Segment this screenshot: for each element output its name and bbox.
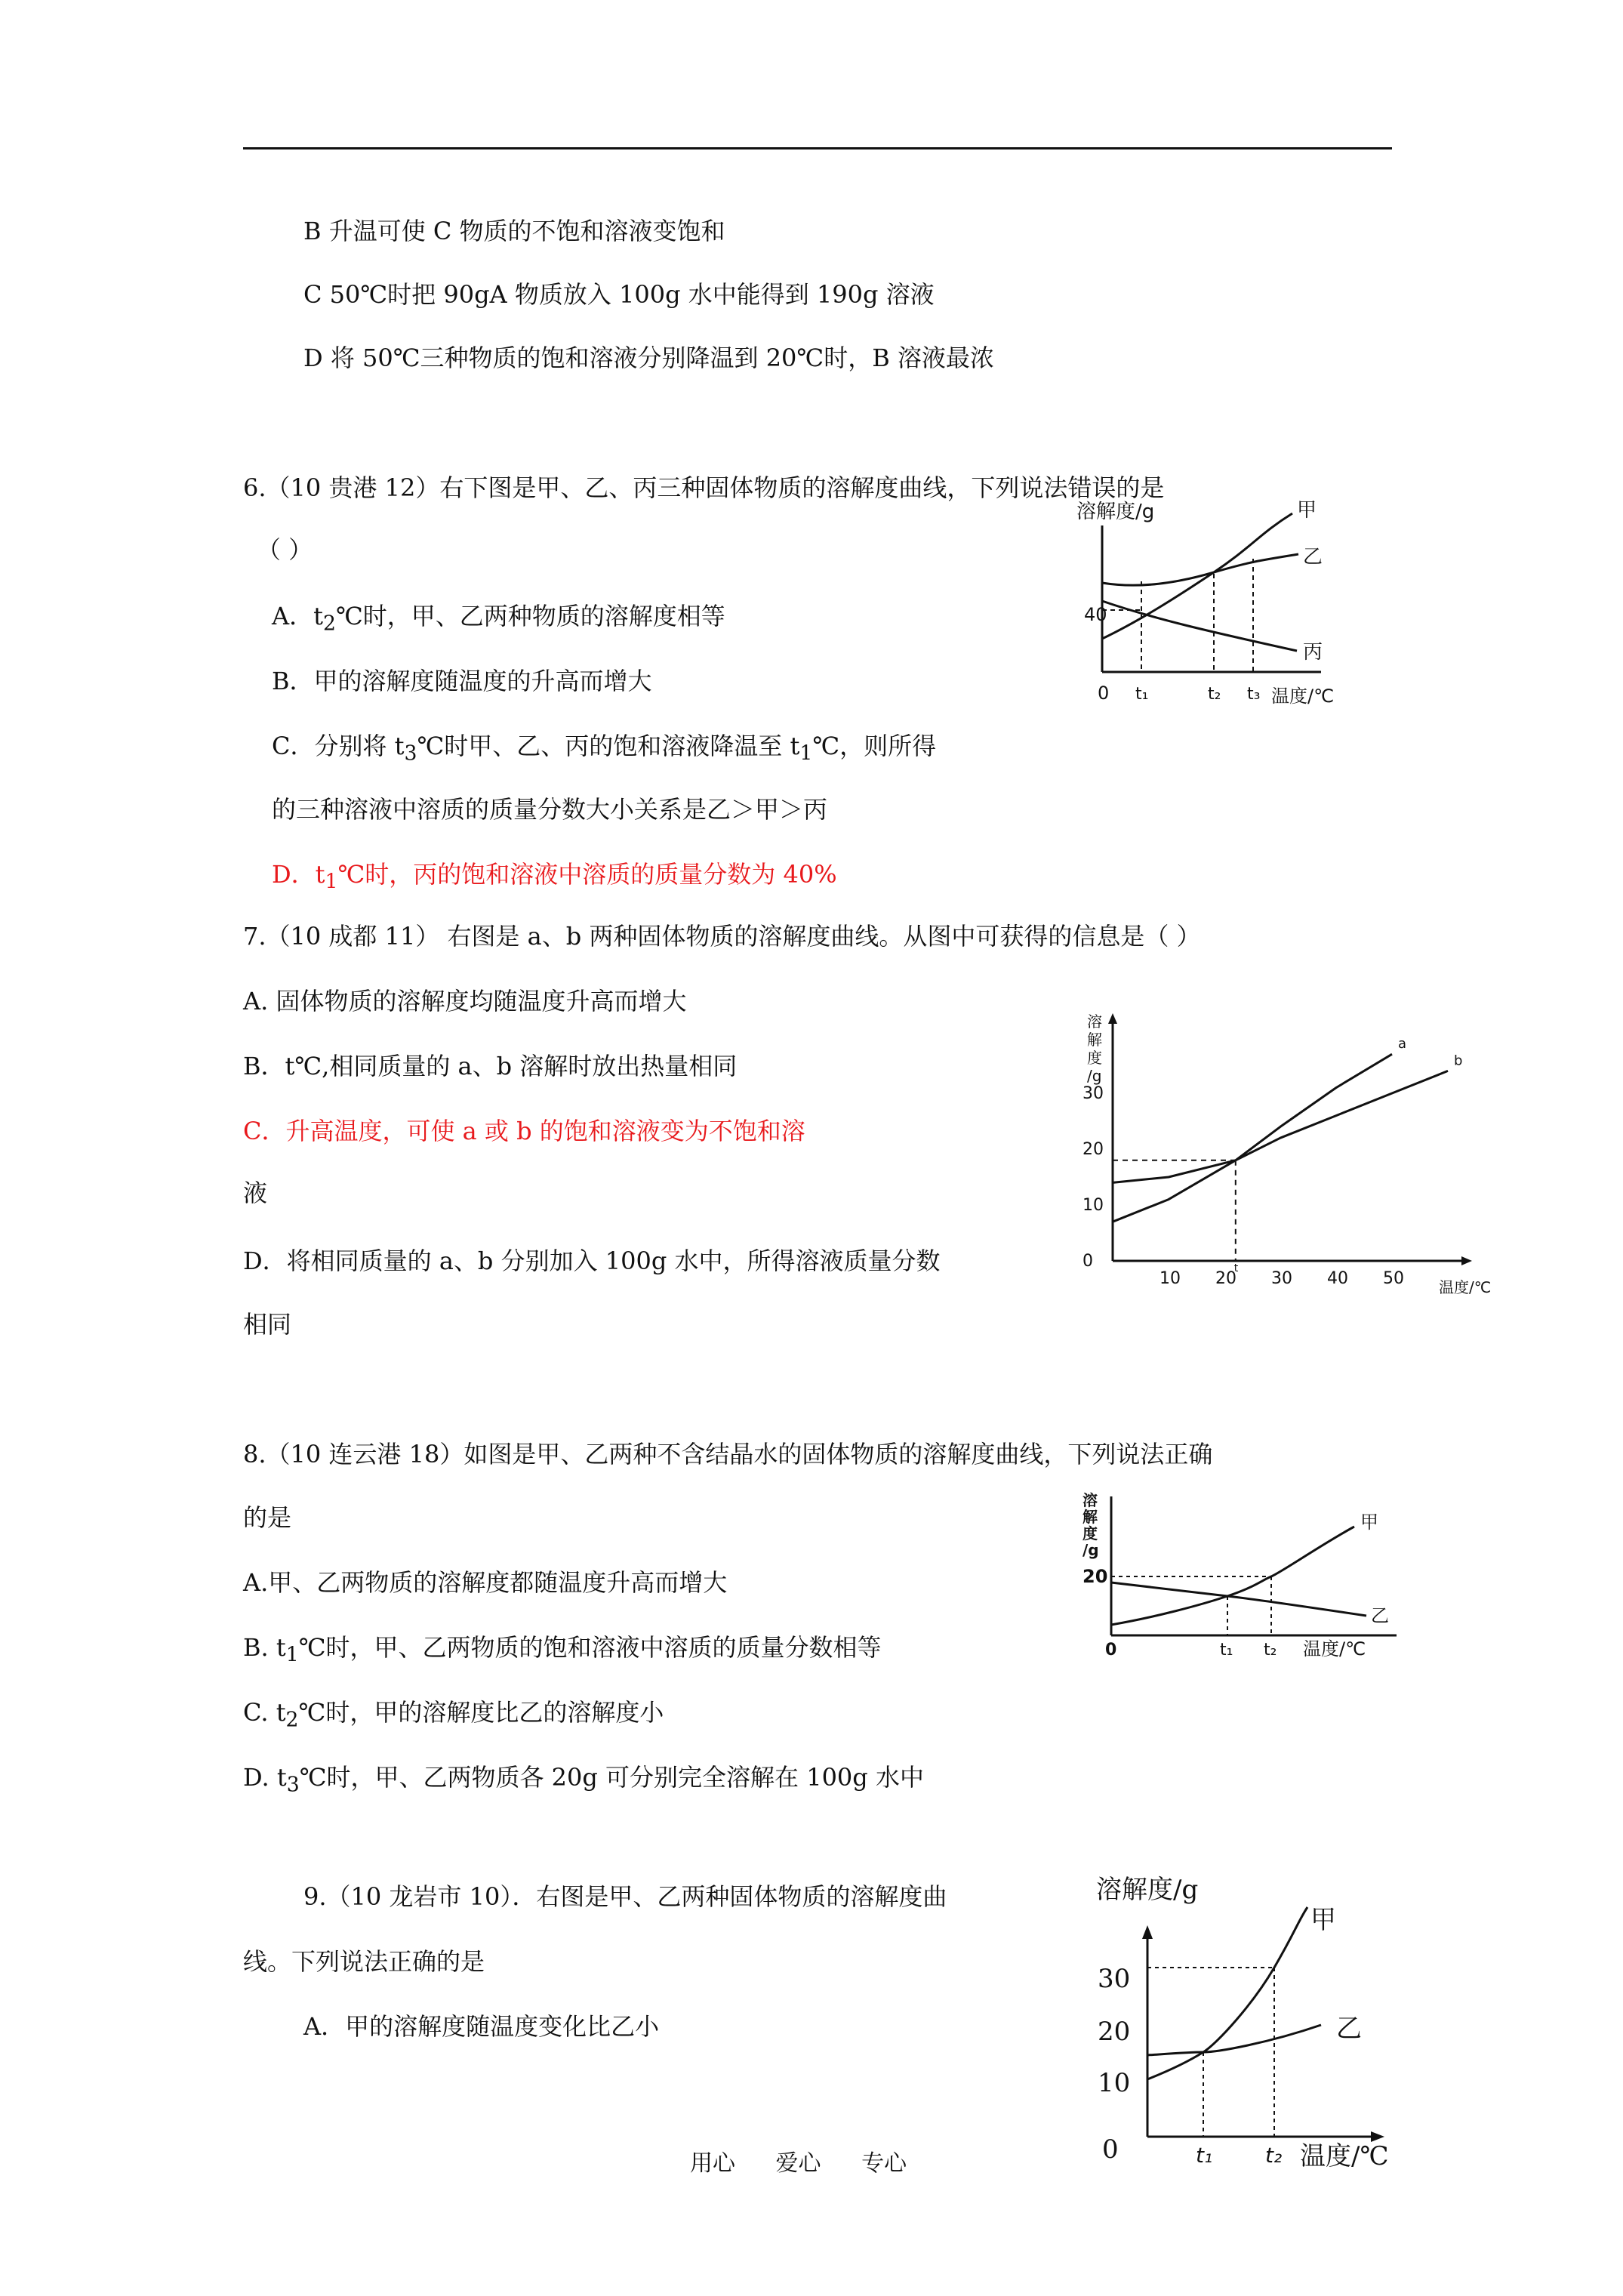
q8-series-yi [1111, 1583, 1366, 1616]
q7-option-d: D．将相同质量的 a、b 分别加入 100g 水中，所得溶液质量分数 [243, 1247, 941, 1275]
svg-text:度: 度 [1087, 1049, 1102, 1067]
q8-stem-line2: 的是 [243, 1503, 292, 1532]
svg-text:溶: 溶 [1083, 1491, 1098, 1509]
q8-label-yi: 乙 [1371, 1605, 1389, 1626]
q9-y-tick-30: 30 [1098, 1964, 1131, 1994]
q8-x-tick-t2: t₂ [1264, 1641, 1277, 1660]
q9-x-tick-t1: t₁ [1196, 2143, 1213, 2168]
q7-label-a: a [1398, 1036, 1407, 1052]
q6-x-axis-label: 温度/℃ [1271, 686, 1335, 707]
q6-option-b: B．甲的溶解度随温度的升高而增大 [272, 667, 652, 695]
q6-x-tick-t3: t₃ [1247, 685, 1261, 704]
footer-word-3: 专心 [861, 2150, 907, 2177]
q7-option-c-line2: 液 [243, 1179, 268, 1207]
q6-x-tick-t1: t₁ [1135, 685, 1149, 704]
q6-y-tick-40: 40 [1084, 604, 1107, 625]
q6-y-axis-label: 溶解度/g [1076, 501, 1155, 523]
q7-y-tick-0: 0 [1083, 1252, 1093, 1271]
q7-x-axis-arrow [1461, 1256, 1472, 1265]
q7-label-b: b [1454, 1052, 1463, 1069]
q6-x-tick-0: 0 [1098, 683, 1110, 704]
q6-series-bing [1102, 601, 1297, 651]
q6-solubility-chart [1072, 498, 1335, 717]
q8-option-a: A.甲、乙两物质的溶解度都随温度升高而增大 [243, 1568, 728, 1597]
q6-option-a: A．$t_2℃$时，甲、乙两种物质的溶解度相等 [272, 602, 725, 636]
q5-option-c: C 50℃时把 90gA 物质放入 100g 水中能得到 190g 溶液 [303, 280, 935, 309]
q7-y-axis-arrow [1108, 1013, 1117, 1024]
q7-x-tick-20: 20 [1215, 1269, 1236, 1288]
q7-y-axis-label [1087, 1012, 1102, 1085]
q9-x-tick-0: 0 [1102, 2134, 1119, 2165]
q6-label-bing: 丙 [1303, 641, 1323, 664]
svg-text:解: 解 [1087, 1031, 1102, 1049]
q9-x-tick-t2: t₂ [1265, 2143, 1283, 2168]
q9-series-yi [1147, 2025, 1321, 2055]
q7-x-tick-10: 10 [1160, 1269, 1181, 1288]
q6-stem: 6.（10 贵港 12）右下图是甲、乙、丙三种固体物质的溶解度曲线，下列说法错误的是 [243, 473, 1165, 502]
q9-option-a: A．甲的溶解度随温度变化比乙小 [303, 2012, 660, 2041]
q8-option-b: B. $t_1℃$时，甲、乙两物质的饱和溶液中溶质的质量分数相等 [243, 1633, 882, 1667]
q7-option-a: A. 固体物质的溶解度均随温度升高而增大 [243, 987, 687, 1015]
footer-word-1: 用心 [690, 2150, 735, 2177]
footer-word-2: 爱心 [775, 2150, 821, 2177]
q9-stem-line2: 线。下列说法正确的是 [243, 1947, 485, 1976]
q8-y-axis-label [1083, 1491, 1099, 1559]
q7-y-tick-20: 20 [1083, 1140, 1104, 1159]
q8-stem: 8.（10 连云港 18）如图是甲、乙两种不含结晶水的固体物质的溶解度曲线，下列说法正确 [243, 1440, 1213, 1469]
q9-y-axis-label: 溶解度/g [1096, 1875, 1199, 1905]
svg-text:/g: /g [1083, 1541, 1099, 1559]
svg-text:解: 解 [1083, 1508, 1098, 1526]
q7-y-tick-10: 10 [1083, 1196, 1104, 1215]
q6-label-yi: 乙 [1303, 546, 1323, 569]
svg-text:溶: 溶 [1087, 1012, 1102, 1031]
q7-option-c-answer: C．升高温度，可使 a 或 b 的饱和溶液变为不饱和溶 [243, 1117, 805, 1145]
q6-option-c: C．分别将 $t_3℃$时甲、乙、丙的饱和溶液降温至 $t_1℃$，则所得 [272, 732, 937, 766]
q9-x-axis-label: 温度/℃ [1300, 2141, 1389, 2171]
q7-x-tick-30: 30 [1271, 1269, 1292, 1288]
q9-label-jia: 甲 [1310, 1905, 1336, 1935]
q9-stem: 9.（10 龙岩市 10）．右图是甲、乙两种固体物质的溶解度曲 [303, 1882, 947, 1911]
q6-answer-paren: （ ） [257, 535, 313, 564]
q9-y-axis-arrow [1142, 1925, 1153, 1939]
q8-label-jia: 甲 [1360, 1512, 1378, 1533]
q7-option-d-line2: 相同 [243, 1310, 292, 1339]
q9-y-tick-20: 20 [1098, 2017, 1131, 2047]
page-footer [690, 2144, 940, 2177]
q9-label-yi: 乙 [1336, 2014, 1362, 2044]
svg-text:/g: /g [1087, 1067, 1102, 1085]
q7-stem: 7.（10 成都 11） 右图是 a、b 两种固体物质的溶解度曲线。从图中可获得的信息是（ ） [243, 922, 1201, 951]
q6-option-c-line2: 的三种溶液中溶质的质量分数大小关系是乙＞甲＞丙 [272, 795, 828, 824]
q7-y-tick-30: 30 [1083, 1084, 1104, 1103]
svg-text:度: 度 [1083, 1524, 1098, 1542]
q7-x-tick-50: 50 [1383, 1269, 1404, 1288]
q8-x-tick-t1: t₁ [1220, 1641, 1233, 1660]
q6-label-jia: 甲 [1297, 499, 1317, 522]
q8-x-tick-0: 0 [1105, 1641, 1117, 1660]
q9-solubility-chart [1087, 1875, 1419, 2168]
q6-x-tick-t2: t₂ [1208, 685, 1221, 704]
q7-series-a [1113, 1054, 1392, 1222]
q8-option-c: C. $t_2℃$时，甲的溶解度比乙的溶解度小 [243, 1698, 664, 1732]
q8-x-axis-label: 温度/℃ [1303, 1638, 1366, 1660]
q8-option-d: D. $t_3℃$时，甲、乙两物质各 20g 可分别完全溶解在 100g 水中 [243, 1763, 924, 1797]
q7-x-axis-label: 温度/℃ [1439, 1278, 1492, 1296]
q8-y-tick-20: 20 [1083, 1566, 1108, 1587]
q7-option-b: B．t℃,相同质量的 a、b 溶解时放出热量相同 [243, 1052, 738, 1080]
header-rule [243, 147, 1392, 149]
q7-solubility-chart [1072, 1004, 1525, 1306]
q5-option-d: D 将 50℃三种物质的饱和溶液分别降温到 20℃时，B 溶液最浓 [303, 344, 994, 372]
q6-option-d-answer: D．$t_1℃$时，丙的饱和溶液中溶质的质量分数为 40% [272, 860, 837, 894]
q5-option-b: B 升温可使 C 物质的不饱和溶液变饱和 [303, 217, 725, 245]
q7-x-tick-t: t [1233, 1262, 1239, 1274]
q8-solubility-chart [1079, 1487, 1412, 1669]
q9-y-tick-10: 10 [1098, 2068, 1131, 2098]
q7-x-tick-40: 40 [1327, 1269, 1348, 1288]
